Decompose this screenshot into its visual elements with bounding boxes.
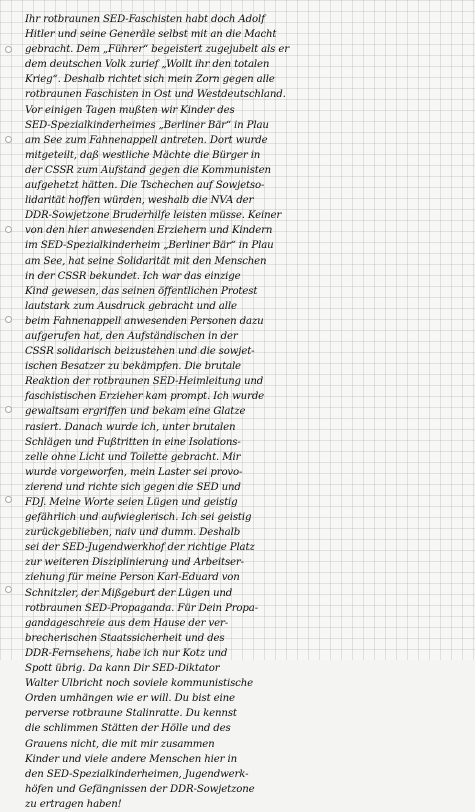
letter-line: faschistischen Erzieher kam prompt. Ich wurde xyxy=(25,391,265,403)
letter-line: von den hier anwesenden Erziehern und Kindern xyxy=(25,225,273,237)
letter-line: Walter Ulbricht noch soviele kommunistische xyxy=(25,678,254,690)
punch-hole xyxy=(5,496,12,503)
letter-line: DDR-Fernsehens, habe ich nur Kotz und xyxy=(25,647,228,659)
letter-line: zur weiteren Disziplinierung und Arbeitser- xyxy=(25,557,244,569)
letter-line: Kind gewesen, das seinen öffentlichen Protest xyxy=(25,285,258,297)
letter-line: sei der SED-Jugendwerkhof der richtige Platz xyxy=(25,542,255,554)
letter-line: Schnitzler, der Mißgeburt der Lügen und xyxy=(25,587,233,599)
letter-line: Orden umhängen wie er will. Du bist eine xyxy=(25,693,235,705)
letter-line: am See zum Fahnenappell antreten. Dort wurde xyxy=(25,134,268,146)
letter-line: gandageschreie aus dem Hause der ver- xyxy=(25,617,228,629)
letter-line: FDJ. Meine Worte seien Lügen und geistig xyxy=(25,497,238,508)
letter-line: zurückgeblieben, naiv und dumm. Deshalb xyxy=(25,527,241,539)
letter-line: rotbraunen Faschisten in Ost und Westdeutschland. xyxy=(25,89,286,101)
punched-holes xyxy=(5,0,15,660)
letter-line: SED-Spezialkinderheimes „Berliner Bär“ in Plau xyxy=(25,119,269,131)
punch-hole xyxy=(5,136,12,143)
letter-line: Krieg“. Deshalb richtet sich mein Zorn gegen alle xyxy=(25,74,275,86)
letter-line: wurde vorgeworfen, mein Laster sei provo- xyxy=(25,466,243,478)
letter-line: Schlägen und Fußtritten in eine Isolations- xyxy=(25,436,241,448)
letter-line: am See, hat seine Solidarität mit den Menschen xyxy=(25,255,267,267)
letter-line: im SED-Spezialkinderheim „Berliner Bär“ in Plau xyxy=(25,240,274,252)
letter-line: zierend und richte sich gegen die SED und xyxy=(25,481,241,493)
letter-line: ziehung für meine Person Karl-Eduard von xyxy=(25,572,240,584)
letter-line: mitgeteilt, daß westliche Mächte die Bürger in xyxy=(25,149,261,161)
letter-line: den SED-Spezialkinderheimen, Jugendwerk- xyxy=(25,768,249,780)
letter-line: rasiert. Danach wurde ich, unter brutalen xyxy=(25,421,236,433)
letter-line: lautstark zum Ausdruck gebracht und alle xyxy=(25,300,237,312)
letter-line: die schlimmen Stätten der Hölle und des xyxy=(25,723,231,735)
letter-line: gewaltsam ergriffen und bekam eine Glatze xyxy=(25,406,246,418)
letter-line: der CSSR zum Aufstand gegen die Kommunisten xyxy=(25,164,271,176)
letter-line: Reaktion der rotbraunen SED-Heimleitung und xyxy=(25,376,264,388)
letter-line: brecherischen Staatssicherheit und des xyxy=(25,632,225,644)
letter-line: DDR-Sowjetzone Bruderhilfe leisten müsse. Keiner xyxy=(25,210,282,222)
letter-line: Spott übrig. Da kann Dir SED-Diktator xyxy=(25,663,220,675)
letter-line: Grauens nicht, die mit mir zusammen xyxy=(25,738,215,750)
letter-line: gebracht. Dem „Führer“ begeistert zugejubelt als er xyxy=(25,44,289,56)
punch-hole xyxy=(5,586,12,593)
letter-line: Vor einigen Tagen mußten wir Kinder des xyxy=(25,104,235,116)
letter-line: in der CSSR bekundet. Ich war das einzige xyxy=(25,270,241,282)
letter-line: höfen und Gefängnissen der DDR-Sowjetzone xyxy=(25,783,255,795)
punch-hole xyxy=(5,226,12,233)
letter-line: lidarität hoffen würden, weshalb die NVA der xyxy=(25,195,254,207)
letter-line: Hitler und seine Generäle selbst mit an die Macht xyxy=(25,29,277,41)
punch-hole xyxy=(5,406,12,413)
letter-line: zelle ohne Licht und Toilette gebracht. Mir xyxy=(25,451,241,463)
letter-line: Ihr rotbraunen SED-Faschisten habt doch Adolf xyxy=(25,14,265,25)
letter-line: beim Fahnenappell anwesenden Personen dazu xyxy=(25,315,264,327)
letter-line: aufgerufen hat, den Aufständischen in der xyxy=(25,330,238,342)
punch-hole xyxy=(5,46,12,53)
letter-line: rotbraunen SED-Propaganda. Für Dein Propa- xyxy=(25,602,258,614)
letter-text xyxy=(25,12,460,812)
letter-line: ischen Besatzer zu bekämpfen. Die brutale xyxy=(25,361,241,373)
letter-line: perverse rotbraune Stalinratte. Du kennst xyxy=(25,708,237,720)
punch-hole xyxy=(5,316,12,323)
letter-line: dem deutschen Volk zurief „Wollt ihr den totalen xyxy=(25,59,270,71)
letter-line: CSSR solidarisch beizustehen und die sowjet- xyxy=(25,346,255,358)
letter-line: Kinder und viele andere Menschen hier in xyxy=(25,753,237,765)
letter-line: aufgehetzt hätten. Die Tschechen auf Sowjetso- xyxy=(25,180,265,192)
letter-line: gefährlich und aufwieglerisch. Ich sei geistig xyxy=(25,512,252,524)
letter-line: zu ertragen haben! xyxy=(25,798,122,810)
